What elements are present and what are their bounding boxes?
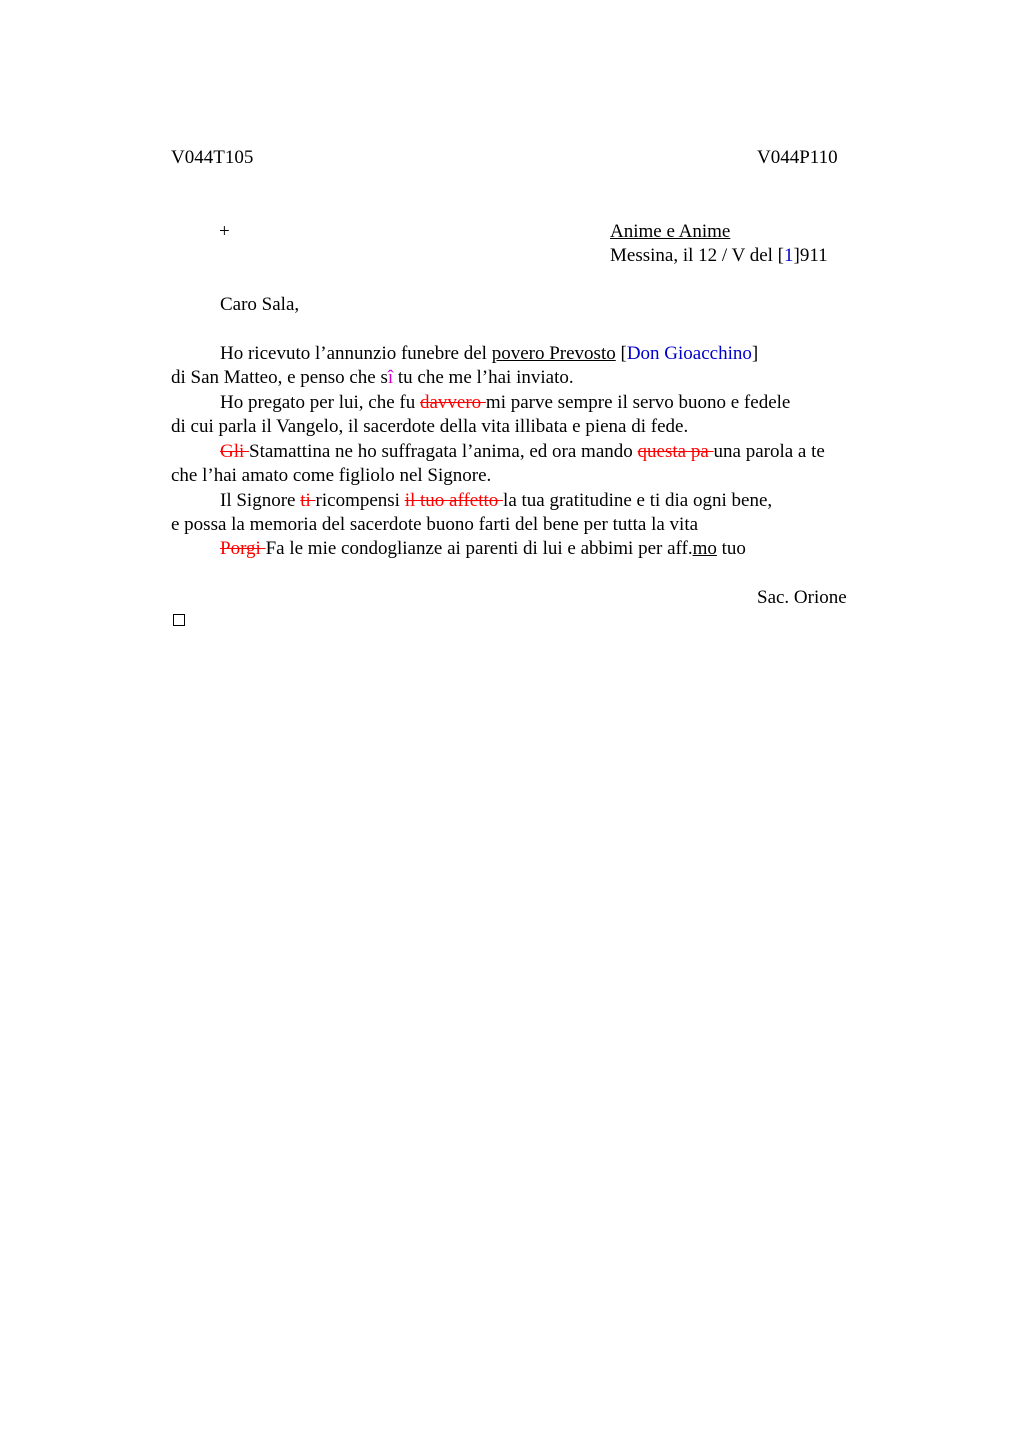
text: Stamattina ne ho suffragata l’anima, ed ora mando — [249, 441, 638, 462]
diacritic-mark: î — [387, 367, 394, 388]
paragraph-3-line-2: che l’hai amato come figliolo nel Signore. — [171, 465, 492, 486]
paragraph-1-line-1 — [220, 342, 758, 366]
text: la tua gratitudine e ti dia ogni bene, — [503, 490, 773, 511]
place-date-prefix: Messina, il 12 / V del [ — [610, 245, 784, 266]
header-left-code: V044T105 — [171, 147, 254, 168]
letter-title: Anime e Anime — [610, 221, 731, 242]
place-date — [610, 244, 828, 268]
deleted-text: questa pa — [637, 441, 714, 462]
text: Ho pregato per lui, che fu — [220, 392, 420, 413]
header-right-code: V044P110 — [757, 147, 838, 168]
deleted-text: Gli — [220, 441, 250, 462]
text: Il Signore — [220, 490, 301, 511]
paragraph-1-line-2 — [171, 366, 574, 390]
paragraph-2-line-2: di cui parla il Vangelo, il sacerdote della vita illibata e piena di fede. — [171, 416, 689, 437]
text: di San Matteo, e penso che s — [171, 367, 388, 388]
underlined-text: mo — [692, 538, 717, 559]
place-date-digit: 1 — [784, 245, 794, 266]
end-box-icon — [173, 614, 185, 626]
paragraph-4-line-2: e possa la memoria del sacerdote buono farti del bene per tutta la vita — [171, 514, 699, 535]
text: mi parve sempre il servo buono e fedele — [485, 392, 791, 413]
deleted-text: il tuo affetto — [404, 490, 504, 511]
text: ] — [751, 343, 759, 364]
underlined-text: povero Prevosto — [491, 343, 616, 364]
text: tu che me l’hai inviato. — [393, 367, 574, 388]
paragraph-4-line-1 — [220, 489, 772, 513]
text: [ — [615, 343, 627, 364]
signature: Sac. Orione — [757, 587, 847, 608]
deleted-text: davvero — [419, 392, 486, 413]
text: Fa le mie condoglianze ai parenti di lui e abbimi per aff. — [265, 538, 693, 559]
deleted-text: ti — [300, 490, 316, 511]
paragraph-5-line-1 — [220, 537, 746, 561]
cross-mark: + — [219, 221, 230, 242]
salutation: Caro Sala, — [220, 294, 300, 315]
place-date-suffix: ]911 — [793, 245, 828, 266]
paragraph-2-line-1 — [220, 391, 790, 415]
paragraph-3-line-1 — [220, 440, 825, 464]
editorial-insertion: Don Gioacchino — [626, 343, 752, 364]
text: Ho ricevuto l’annunzio funebre del — [220, 343, 492, 364]
text: tuo — [716, 538, 746, 559]
text: una parola a te — [713, 441, 825, 462]
text: ricompensi — [315, 490, 405, 511]
deleted-text: Porgi — [220, 538, 266, 559]
